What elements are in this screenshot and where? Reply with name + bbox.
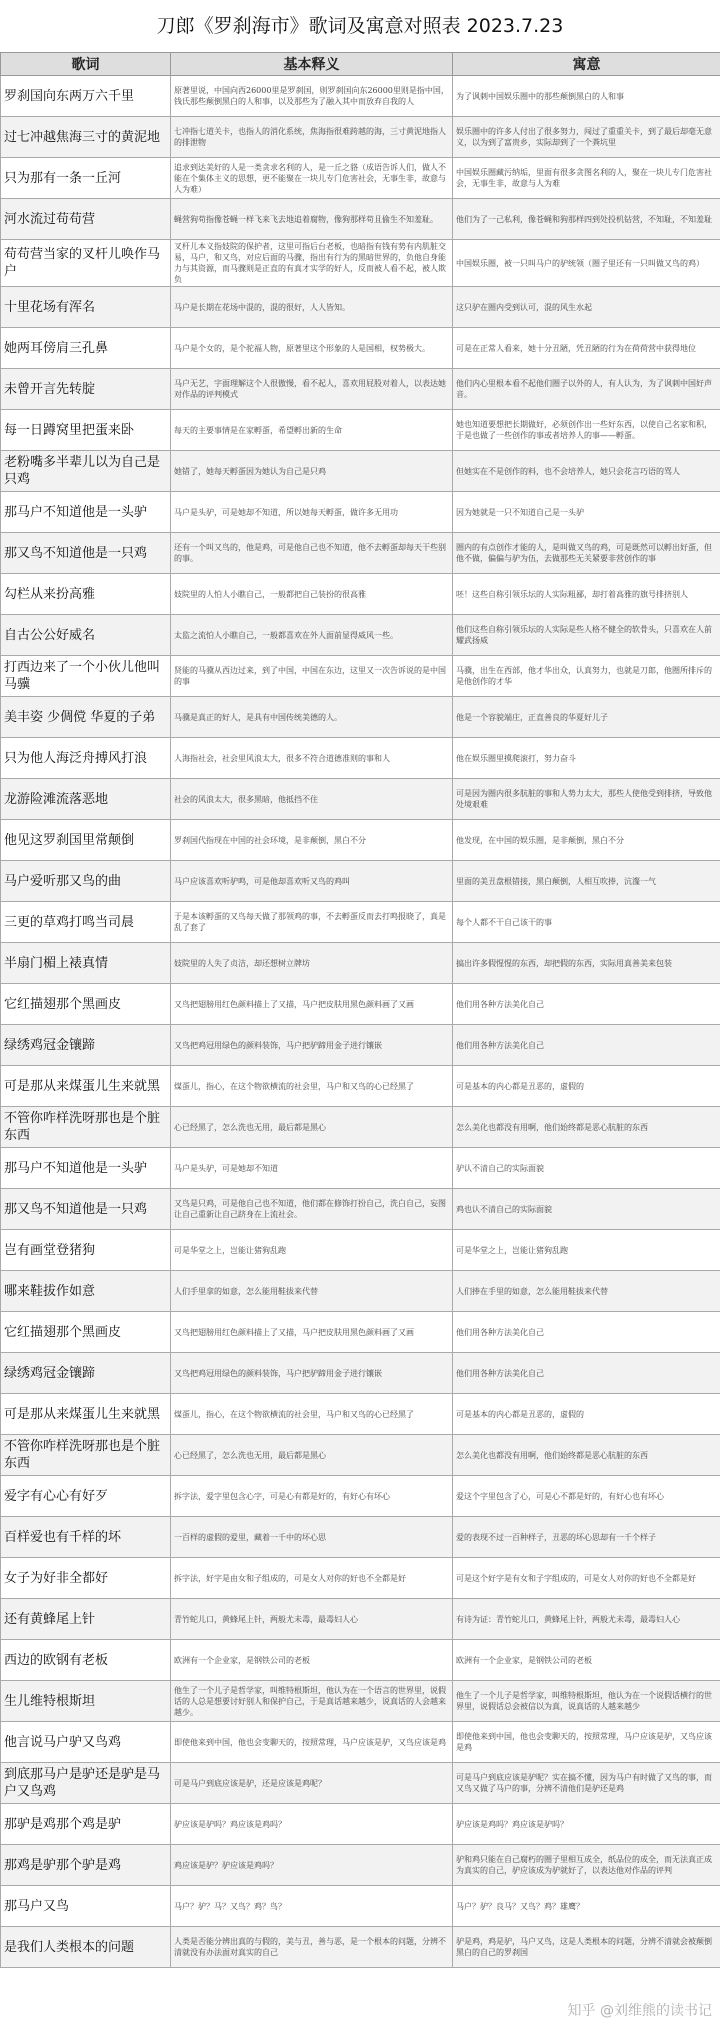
meaning-cell: 人们手里拿的如意，怎么能用鞋拔来代替	[171, 1271, 453, 1312]
meaning-cell: 煤蛋儿，指心，在这个物欲横流的社会里，马户和又鸟的心已经黑了	[171, 1394, 453, 1435]
table-row	[1, 697, 720, 738]
meaning-cell: 贤能的马骥从西边过来，到了中国，中国在东边，这里又一次告诉说的是中国的事	[171, 656, 453, 697]
lyric-cell: 马户爱听那又鸟的曲	[1, 861, 171, 902]
table-row	[1, 1476, 720, 1517]
meaning-cell: 还有一个叫又鸟的，他是鸡，可是他自己也不知道，他不去孵蛋却每天干些别的事。	[171, 533, 453, 574]
lyric-cell: 绿绣鸡冠金镶蹄	[1, 1353, 171, 1394]
table-row	[1, 1394, 720, 1435]
implied-cell: 圈内的有点创作才能的人，是叫做又鸟的鸡，可是既然可以孵出好蛋，但他不做，偏偏与驴为伍，去做那些无关紧要非营创作的事	[453, 533, 720, 574]
table-header-row	[1, 53, 720, 76]
meaning-cell: 马户？驴？马？又鸟？鸡？鸟？	[171, 1886, 453, 1927]
table-row	[1, 328, 720, 369]
lyric-cell: 它红描翅那个黑画皮	[1, 1312, 171, 1353]
table-row	[1, 1886, 720, 1927]
implied-cell: 可是这个好字是有女和子字组成的，可是女人对你的好也不全都是好	[453, 1558, 720, 1599]
lyric-cell: 绿绣鸡冠金镶蹄	[1, 1025, 171, 1066]
table-row	[1, 1558, 720, 1599]
header-lyrics: 歌词	[1, 53, 171, 76]
table-row	[1, 533, 720, 574]
lyric-cell: 是我们人类根本的问题	[1, 1927, 171, 1968]
lyric-cell: 还有黄蜂尾上针	[1, 1599, 171, 1640]
table-row	[1, 1148, 720, 1189]
lyric-cell: 老粉嘴多半辈儿以为自己是只鸡	[1, 451, 171, 492]
lyric-cell: 百样爱也有千样的坏	[1, 1517, 171, 1558]
table-row	[1, 738, 720, 779]
table-row	[1, 1025, 720, 1066]
lyric-cell: 美丰姿 少倜傥 华夏的子弟	[1, 697, 171, 738]
lyric-cell: 到底那马户是驴还是驴是马户又鸟鸡	[1, 1763, 171, 1804]
lyric-cell: 那鸡是驴那个驴是鸡	[1, 1845, 171, 1886]
implied-cell: 可是马户到底应该是驴呢？实在搞不懂，因为马户有时做了又鸟的事，而又鸟又做了马户的事，分辨不清他们是驴还是鸡	[453, 1763, 720, 1804]
meaning-cell: 七冲指七道关卡，也指人的消化系统，焦海指很难跨越的海，三寸黄泥地指人的排泄物	[171, 117, 453, 158]
lyric-cell: 未曾开言先转腚	[1, 369, 171, 410]
implied-cell: 这只驴在圈内受到认可，混的风生水起	[453, 287, 720, 328]
lyric-cell: 只为他人海泛舟搏风打浪	[1, 738, 171, 779]
meaning-cell: 拆字法，爱字里包含心字，可是心有都是好的，有好心有坏心	[171, 1476, 453, 1517]
table-row	[1, 615, 720, 656]
implied-cell: 爱这个字里包含了心，可是心不都是好的，有好心也有坏心	[453, 1476, 720, 1517]
implied-cell: 怎么美化也都没有用啊，他们始终都是恶心肮脏的东西	[453, 1107, 720, 1148]
meaning-cell: 即使他来到中国，他也会变聊天的，按照常理，马户应该是驴，又鸟应该是鸡	[171, 1722, 453, 1763]
lyric-cell: 不管你咋样洗呀那也是个脏东西	[1, 1107, 171, 1148]
meaning-cell: 太监之流怕人小瞧自己，一般都喜欢在外人面前显得威风一些。	[171, 615, 453, 656]
table-row	[1, 1927, 720, 1968]
implied-cell: 可是华堂之上，岂能让猪狗乱跑	[453, 1230, 720, 1271]
table-row	[1, 779, 720, 820]
implied-cell: 怎么美化也都没有用啊，他们始终都是恶心肮脏的东西	[453, 1435, 720, 1476]
implied-cell: 人们捧在手里的如意，怎么能用鞋拔来代替	[453, 1271, 720, 1312]
implied-cell: 可是在正常人看来，她十分丑陋，凭丑陋的行为在荷荷营中获得地位	[453, 328, 720, 369]
meaning-cell: 心已经黑了，怎么洗也无用，最后都是黑心	[171, 1435, 453, 1476]
meaning-cell: 叉杆儿本义指妓院的保护者，这里可指后台老板，也暗指有钱有势有内肌脏交易，马户，和又鸟，对应后面的马骤，指出有行为的黑暗世界的，负他自身能力与其资源，而马骤则是正直的有真才实学的好人，反而被人看不起，被人欺负	[171, 240, 453, 287]
table-row	[1, 287, 720, 328]
implied-cell: 他们用各种方法美化自己	[453, 1353, 720, 1394]
table-row	[1, 410, 720, 451]
lyric-cell: 罗刹国向东两万六千里	[1, 76, 171, 117]
meaning-cell: 马户无艺，字面理解这个人很傲慢，看不起人，喜欢用屁股对着人，以表达她对作品的评判模式	[171, 369, 453, 410]
header-implied-meaning: 寓意	[453, 53, 720, 76]
implied-cell: 中国娱乐圈藏污纳垢，里面有很多贪图名利的人，聚在一块儿专门危害社会，无事生非，故意与人为难	[453, 158, 720, 199]
implied-cell: 驴和鸡只能在自己腐朽的圈子里相互成全，纸品位的成全，而无法真正成为真实的自己，驴应该成为驴就好了，以表达他对作品的评判	[453, 1845, 720, 1886]
implied-cell: 即使他来到中国，他也会变聊天的，按照常理，马户应该是驴，又鸟应该是鸡	[453, 1722, 720, 1763]
lyric-cell: 他见这罗刹国里常颠倒	[1, 820, 171, 861]
lyric-cell: 自古公公好威名	[1, 615, 171, 656]
implied-cell: 呸！这些自称引领乐坛的人实际粗鄙，却打着高雅的旗号排挤别人	[453, 574, 720, 615]
table-row	[1, 1804, 720, 1845]
implied-cell: 他在娱乐圈里摸爬滚打，努力奋斗	[453, 738, 720, 779]
table-row	[1, 820, 720, 861]
implied-cell: 马户？驴？良马？又鸟？鸡？雄鹰？	[453, 1886, 720, 1927]
lyric-cell: 爱字有心心有好歹	[1, 1476, 171, 1517]
table-row	[1, 1845, 720, 1886]
lyric-cell: 只为那有一条一丘河	[1, 158, 171, 199]
table-row	[1, 1763, 720, 1804]
table-row	[1, 1517, 720, 1558]
implied-cell: 鸡也认不清自己的实际面貌	[453, 1189, 720, 1230]
meaning-cell: 于是本该孵蛋的又鸟每天做了那领鸡的事，不去孵蛋反而去打鸣报晓了，真是乱了套了	[171, 902, 453, 943]
meaning-cell: 心已经黑了，怎么洗也无用，最后都是黑心	[171, 1107, 453, 1148]
table-row	[1, 158, 720, 199]
meaning-cell: 人类是否能分辨出真的与假的，美与丑，善与恶，是一个根本的问题，分辨不清就没有办法面对真实的自己	[171, 1927, 453, 1968]
meaning-cell: 原著里说，中国向西26000里是罗刹国，则罗刹国向东26000里则是指中国，钱氏那些颠倒黑白的人和事，以及那些为了融入其中而放弃自我的人	[171, 76, 453, 117]
meaning-cell: 妓院里的人怕人小瞧自己，一般都把自己装扮的很高雅	[171, 574, 453, 615]
meaning-cell: 驴应该是驴吗？鸡应该是鸡吗？	[171, 1804, 453, 1845]
meaning-cell: 可是华堂之上，岂能让猪狗乱跑	[171, 1230, 453, 1271]
meaning-cell: 马户是头驴，可是她却不知道	[171, 1148, 453, 1189]
implied-cell: 可是因为圈内很多肮脏的事和人势力太大，那些人使他受到排挤，导致他处境艰难	[453, 779, 720, 820]
meaning-cell: 又鸟是只鸡，可是他自己也不知道，他们都在修饰打扮自己，洗白自己，妄图让自己重新让自己跻身在上流社会。	[171, 1189, 453, 1230]
table-row	[1, 240, 720, 287]
meaning-cell: 青竹蛇儿口，黄蜂尾上针，两般尤未毒，最毒妇人心	[171, 1599, 453, 1640]
lyric-cell: 他言说马户驴又鸟鸡	[1, 1722, 171, 1763]
lyric-cell: 河水流过苟苟营	[1, 199, 171, 240]
document-title: 刀郎《罗刹海市》歌词及寓意对照表 2023.7.23	[156, 15, 564, 37]
lyric-cell: 半扇门楣上裱真情	[1, 943, 171, 984]
meaning-cell: 又鸟把翅膀用红色颜料描上了又描，马户把皮肤用黑色颜料画了又画	[171, 1312, 453, 1353]
meaning-cell: 马户是头驴，可是她却不知道，所以她每天孵蛋，做许多无用功	[171, 492, 453, 533]
implied-cell: 他们用各种方法美化自己	[453, 984, 720, 1025]
implied-cell: 娱乐圈中的许多人付出了很多努力，闯过了重重关卡，到了最后却毫无意义，以为到了富贵乡，实际却到了一个粪坑里	[453, 117, 720, 158]
implied-cell: 但她实在不是创作的料，也不会培养人，她只会花言巧语的骂人	[453, 451, 720, 492]
table-row	[1, 861, 720, 902]
table-row	[1, 1107, 720, 1148]
meaning-cell: 他生了一个儿子是哲学家，叫维特根斯坦，他认为在一个语言的世界里，说假话的人总是想要讨好别人和保护自己，于是真话越来越少，说真话的人会越来越少。	[171, 1681, 453, 1722]
meaning-cell: 马骥是真正的好人，是具有中国传统美德的人。	[171, 697, 453, 738]
table-row	[1, 1681, 720, 1722]
table-row	[1, 574, 720, 615]
table-row	[1, 117, 720, 158]
implied-cell: 驴应该是鸡吗？鸡应该是驴吗？	[453, 1804, 720, 1845]
lyric-cell: 过七冲越焦海三寸的黄泥地	[1, 117, 171, 158]
meaning-cell: 社会的风浪太大，很多黑暗，他抵挡不住	[171, 779, 453, 820]
implied-cell: 每个人都不干自己该干的事	[453, 902, 720, 943]
lyric-cell: 那又鸟不知道他是一只鸡	[1, 533, 171, 574]
lyric-cell: 可是那从来煤蛋儿生来就黑	[1, 1394, 171, 1435]
watermark-text: 知乎 @刘维熊的读书记	[567, 2003, 712, 2019]
table-row	[1, 1640, 720, 1681]
lyric-cell: 可是那从来煤蛋儿生来就黑	[1, 1066, 171, 1107]
lyric-cell: 女子为好非全都好	[1, 1558, 171, 1599]
table-row	[1, 1722, 720, 1763]
lyric-cell: 生儿维特根斯坦	[1, 1681, 171, 1722]
lyric-cell: 龙游险滩流落恶地	[1, 779, 171, 820]
lyric-cell: 那马户不知道他是一头驴	[1, 492, 171, 533]
meaning-cell: 又鸟把翅膀用红色颜料描上了又描，马户把皮肤用黑色颜料画了又画	[171, 984, 453, 1025]
implied-cell: 可是基本的内心都是丑恶的，虚假的	[453, 1066, 720, 1107]
meaning-cell: 妓院里的人失了贞洁，却还想树立牌坊	[171, 943, 453, 984]
lyric-cell: 三更的草鸡打鸣当司晨	[1, 902, 171, 943]
meaning-cell: 一百样的虚假的爱里，藏着一千中的坏心思	[171, 1517, 453, 1558]
meaning-cell: 她错了，她每天孵蛋因为她认为自己是只鸡	[171, 451, 453, 492]
meaning-cell: 欧洲有一个企业家，是钢铁公司的老板	[171, 1640, 453, 1681]
meaning-cell: 人海指社会，社会里风浪太大，很多不符合道德准则的事和人	[171, 738, 453, 779]
table-row	[1, 984, 720, 1025]
implied-cell: 中国娱乐圈，被一只叫马户的驴统领（圈子里还有一只叫做又鸟的鸡）	[453, 240, 720, 287]
implied-cell: 有诗为证：青竹蛇儿口，黄蜂尾上针，两般尤未毒，最毒妇人心	[453, 1599, 720, 1640]
implied-cell: 他是一个容貌端庄，正直善良的华夏好儿子	[453, 697, 720, 738]
implied-cell: 驴认不清自己的实际面貌	[453, 1148, 720, 1189]
meaning-cell: 每天的主要事情是在家孵蛋，希望孵出新的生命	[171, 410, 453, 451]
implied-cell: 他们为了一己私利，像苍蝇和狗那样四到处投机钻营，不知耻，不知羞耻	[453, 199, 720, 240]
implied-cell: 为了讽刺中国娱乐圈中的那些颠倒黑白的人和事	[453, 76, 720, 117]
table-row	[1, 1230, 720, 1271]
lyric-cell: 哪来鞋拔作如意	[1, 1271, 171, 1312]
implied-cell: 里面的美丑盘根错接，黑白颠倒，人相互吹捧，沆瀣一气	[453, 861, 720, 902]
table-row	[1, 1599, 720, 1640]
implied-cell: 他生了一个儿子是哲学家，叫维特根斯坦，他认为在一个说假话横行的世界里，说假话总会被信以为真，说真话的人越来越少	[453, 1681, 720, 1722]
implied-cell: 爱的表现不过一百种样子，丑恶的坏心思却有一千个样子	[453, 1517, 720, 1558]
implied-cell: 他们用各种方法美化自己	[453, 1025, 720, 1066]
table-row	[1, 451, 720, 492]
meaning-cell: 蝇营狗苟指像苍蝇一样飞来飞去地追着腐物，像狗那样苟且偷生不知羞耻。	[171, 199, 453, 240]
implied-cell: 他发现，在中国的娱乐圈，是非颠倒，黑白不分	[453, 820, 720, 861]
lyric-cell: 她两耳傍肩三孔鼻	[1, 328, 171, 369]
lyric-cell: 那马户不知道他是一头驴	[1, 1148, 171, 1189]
lyric-cell: 那又鸟不知道他是一只鸡	[1, 1189, 171, 1230]
meaning-cell: 拆字法，好字是由女和子组成的，可是女人对你的好也不全都是好	[171, 1558, 453, 1599]
table-row	[1, 492, 720, 533]
meaning-cell: 可是马户到底应该是驴，还是应该是鸡呢？	[171, 1763, 453, 1804]
table-row	[1, 1189, 720, 1230]
table-row	[1, 656, 720, 697]
table-row	[1, 1271, 720, 1312]
meaning-cell: 马户是个女的，是个驼福人物，原著里这个形象的人是国相，权势极大。	[171, 328, 453, 369]
meaning-cell: 煤蛋儿，指心，在这个物欲横流的社会里，马户和又鸟的心已经黑了	[171, 1066, 453, 1107]
header-basic-meaning: 基本释义	[171, 53, 453, 76]
table-row	[1, 199, 720, 240]
implied-cell: 欧洲有一个企业家，是钢铁公司的老板	[453, 1640, 720, 1681]
lyric-cell: 勾栏从来扮高雅	[1, 574, 171, 615]
lyric-cell: 十里花场有浑名	[1, 287, 171, 328]
table-row	[1, 943, 720, 984]
lyric-cell: 西边的欧钢有老板	[1, 1640, 171, 1681]
implied-cell: 驴是鸡，鸡是驴，马户又鸟，这是人类根本的问题，分辨不清就会被颠倒黑白的自己的罗刹国	[453, 1927, 720, 1968]
table-row	[1, 902, 720, 943]
lyric-cell: 岂有画堂登猪狗	[1, 1230, 171, 1271]
table-row	[1, 1435, 720, 1476]
implied-cell: 马骥，出生在西部，他才华出众，认真努力，也就是刀郎，他圈所排斥的是他创作的才华	[453, 656, 720, 697]
lyric-cell: 每一日蹲窝里把蛋来卧	[1, 410, 171, 451]
meaning-cell: 罗刹国代指现在中国的社会环境，是非颠倒，黑白不分	[171, 820, 453, 861]
implied-cell: 他们这些自称引领乐坛的人实际是些人格不健全的软骨头，只喜欢在人前耀武扬威	[453, 615, 720, 656]
implied-cell: 因为她就是一只不知道自己是一头驴	[453, 492, 720, 533]
lyrics-meaning-table	[0, 52, 720, 1968]
implied-cell: 他们用各种方法美化自己	[453, 1312, 720, 1353]
meaning-cell: 马户是长期在花场中混的，混的很好，人人皆知。	[171, 287, 453, 328]
meaning-cell: 又鸟把鸡冠用绿色的颜料装饰，马户把驴蹄用金子进行镶嵌	[171, 1353, 453, 1394]
lyric-cell: 苟苟营当家的叉杆儿唤作马户	[1, 240, 171, 287]
implied-cell: 可是基本的内心都是丑恶的，虚假的	[453, 1394, 720, 1435]
lyric-cell: 那驴是鸡那个鸡是驴	[1, 1804, 171, 1845]
lyric-cell: 它红描翅那个黑画皮	[1, 984, 171, 1025]
table-row	[1, 369, 720, 410]
table-row	[1, 76, 720, 117]
meaning-cell: 鸡应该是驴？驴应该是鸡吗？	[171, 1845, 453, 1886]
meaning-cell: 追求到达美好的人是一类贪求名利的人，是一丘之貉（成语告诉人们，做人不能在个集体主义的思想，更不能聚在一块儿专门危害社会，无事生非，故意与人为难）	[171, 158, 453, 199]
lyric-cell: 打西边来了一个小伙儿他叫马骥	[1, 656, 171, 697]
table-row	[1, 1066, 720, 1107]
meaning-cell: 马户应该喜欢听驴鸣，可是他却喜欢听又鸟的鸡叫	[171, 861, 453, 902]
table-row	[1, 1312, 720, 1353]
implied-cell: 她也知道要想把长期做好，必须创作出一些好东西，以使自己名家和积，于是也做了一些创作的事或者培养人的事——孵蛋。	[453, 410, 720, 451]
implied-cell: 他们内心里根本看不起他们圈子以外的人，有人认为，为了讽刺中国好声音。	[453, 369, 720, 410]
meaning-cell: 又鸟把鸡冠用绿色的颜料装饰，马户把驴蹄用金子进行镶嵌	[171, 1025, 453, 1066]
implied-cell: 搞出许多假惺惺的东西，却把假的东西，实际用真善美来包装	[453, 943, 720, 984]
lyric-cell: 不管你咋样洗呀那也是个脏东西	[1, 1435, 171, 1476]
lyric-cell: 那马户又鸟	[1, 1886, 171, 1927]
table-row	[1, 1353, 720, 1394]
